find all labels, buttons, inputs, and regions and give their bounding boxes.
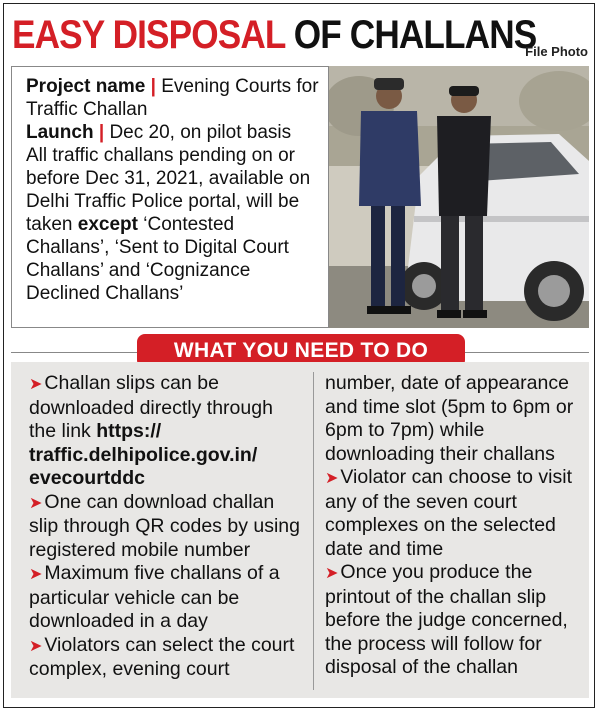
column-divider — [313, 372, 314, 690]
launch-line — [26, 121, 320, 144]
launch-label: Launch — [26, 122, 94, 143]
step-6-text: Once you produce the printout of the challan slip before the judge concerned, the process will follow for disposal of the challan — [325, 561, 568, 678]
arrow-bullet-icon: ➤ — [325, 565, 339, 582]
project-value: Evening Courts for Traffic Challan — [26, 76, 319, 120]
eligibility-text — [26, 144, 320, 305]
arrow-bullet-icon: ➤ — [325, 470, 339, 487]
traffic-police-photo — [329, 66, 589, 328]
arrow-bullet-icon: ➤ — [29, 637, 43, 655]
eligibility-except: except — [77, 214, 138, 235]
photo-credit: File Photo — [525, 44, 588, 59]
arrow-bullet-icon: ➤ — [29, 376, 43, 393]
arrow-bullet-icon: ➤ — [29, 566, 43, 583]
step-item — [325, 466, 583, 561]
arrow-bullet-icon: ➤ — [29, 494, 43, 512]
portal-link[interactable]: https:// traffic.delhipolice.gov.in/ evecourtddc — [29, 420, 258, 489]
headline-red: EASY DISPOSAL — [12, 13, 285, 57]
steps-left-column — [29, 372, 304, 682]
section-banner: WHAT YOU NEED TO DO — [137, 334, 465, 368]
steps-right-column — [325, 372, 583, 680]
step-4-text-part1: Violators can select the court complex, evening court — [29, 633, 295, 680]
photo-illustration — [329, 66, 589, 328]
headline-black: OF CHALLANS — [284, 13, 537, 57]
project-label: Project name — [26, 76, 146, 97]
step-5-text: Violator can choose to visit any of the seven court complexes on the selected date and time — [325, 466, 573, 560]
step-4-text-part2: number, date of appearance and time slot (5pm to 6pm or 6pm to 7pm) while downloading their challans — [325, 372, 574, 465]
headline — [12, 10, 536, 60]
step-item — [325, 561, 583, 680]
project-info-box — [11, 66, 329, 328]
step-item — [29, 372, 304, 491]
step-item — [29, 634, 304, 682]
step-1-text: Challan slips can be downloaded directly through the link — [29, 372, 273, 442]
step-3-text: Maximum five challans of a particular vehicle can be downloaded in a day — [29, 562, 280, 632]
project-line — [26, 75, 320, 121]
step-item — [29, 491, 304, 563]
step-item — [29, 562, 304, 634]
project-sep: | — [150, 76, 156, 97]
step-item — [325, 372, 583, 466]
launch-sep: | — [98, 122, 105, 143]
steps-panel — [11, 362, 589, 698]
eligibility-start: All traffic challans pending on or before Dec 31, 2021, available on Delhi Traffic Police portal, will be taken — [26, 145, 311, 235]
launch-value: Dec 20, on pilot basis — [104, 122, 292, 143]
eligibility-end: ‘Contested Challans’, ‘Sent to Digital Court Challans’ and ‘Cognizance Declined Challans’ — [26, 214, 289, 304]
top-panel — [11, 66, 589, 328]
step-2-text: One can download challan slip through QR codes by using registered mobile number — [29, 490, 300, 561]
